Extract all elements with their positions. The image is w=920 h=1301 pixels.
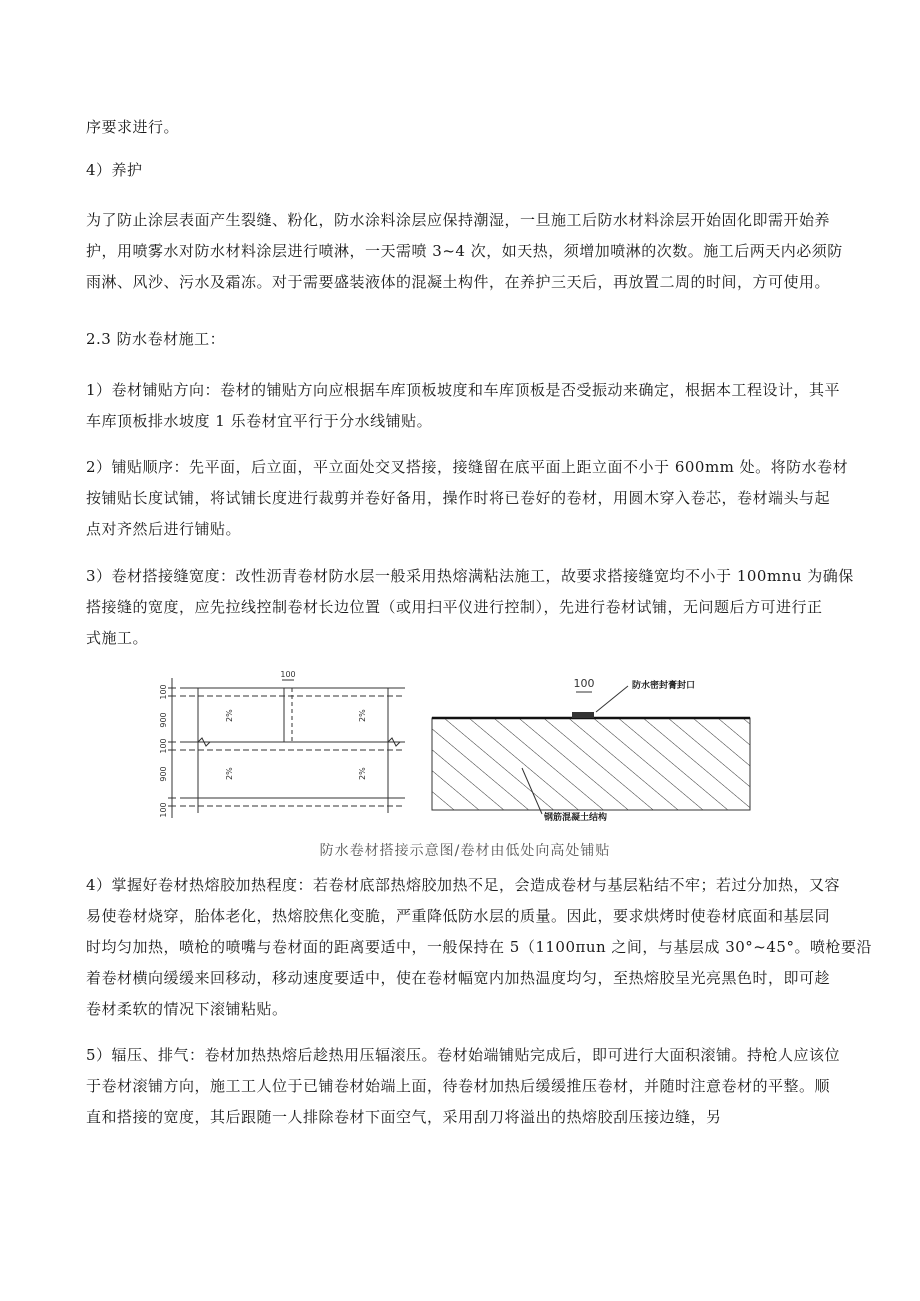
text-line: 直和搭接的宽度，其后跟随一人排除卷材下面空气，采用刮刀将溢出的热熔胶刮压接边缝，另	[86, 1108, 722, 1126]
seal-label: 防水密封膏封口	[632, 681, 696, 691]
text-line: 序要求进行。	[86, 118, 180, 136]
text-line: 5）辐压、排气：卷材加热热熔后趁热用压辐滚压。卷材始端铺贴完成后，即可进行大面积滚铺。持枪人应该位	[86, 1046, 841, 1064]
dim-label: 900	[159, 766, 168, 782]
paragraph-heating	[86, 870, 872, 1025]
text-line: 时均匀加热，喷枪的喷嘴与卷材面的距离要适中，一般保持在 5（1100πun 之间，与基层成 30°~45°。喷枪要沿	[86, 938, 872, 956]
dim-label: 900	[159, 712, 168, 728]
slope-label: 2%	[225, 767, 234, 780]
dim-label: 100	[159, 738, 168, 754]
figure-caption: 防水卷材搭接示意图/卷材由低处向高处铺贴	[319, 843, 611, 859]
section-heading-membrane	[86, 324, 838, 355]
text-line: 点对齐然后进行铺贴。	[86, 520, 242, 538]
text-line: 易使卷材烧穿，胎体老化，热熔胶焦化变脆，严重降低防水层的质量。因此，要求烘烤时使卷材底面和基层同	[86, 907, 831, 925]
text-line: 车库顶板排水坡度 1 乐卷材宜平行于分水线铺贴。	[86, 412, 433, 430]
text-line: 为了防止涂层表面产生裂缝、粉化，防水涂料涂层应保持潮湿，一旦施工后防水材料涂层开始固化即需开始养	[86, 211, 831, 229]
text-line: 于卷材滚铺方向，施工工人位于已铺卷材始端上面，待卷材加热后缓缓推压卷材，并随时注意卷材的平整。顺	[86, 1077, 831, 1095]
text-line: 2.3 防水卷材施工：	[86, 330, 226, 348]
section-view	[432, 677, 750, 823]
text-line: 3）卷材搭接缝宽度：改性沥青卷材防水层一般采用热熔满粘法施工，故要求搭接缝宽均不小于 100mnu 为确保	[86, 567, 854, 585]
paragraph-curing	[86, 205, 843, 298]
text-line: 护，用喷雾水对防水材料涂层进行喷淋，一天需喷 3~4 次，如天热，须增加喷淋的次数。施工后两天内必须防	[86, 242, 843, 260]
lap-joint-diagram	[160, 668, 770, 868]
text-line: 雨淋、风沙、污水及霜冻。对于需要盛装液体的混凝土构件，在养护三天后，再放置二周的时间，方可使用。	[86, 273, 831, 291]
text-line: 着卷材横向缓缓来回移动，移动速度要适中，使在卷材幅宽内加热温度均匀，至热熔胶呈光亮黑色时，即可趁	[86, 969, 831, 987]
text-line: 1）卷材铺贴方向：卷材的铺贴方向应根据车库顶板坡度和车库顶板是否受振动来确定，根据本工程设计，其平	[86, 381, 841, 399]
text-line: 4）掌握好卷材热熔胶加热程度：若卷材底部热熔胶加热不足，会造成卷材与基层粘结不牢；若过分加热，又容	[86, 876, 841, 894]
text-line: 卷材柔软的情况下滚铺粘贴。	[86, 1000, 288, 1018]
text-line: 4）养护	[86, 161, 143, 179]
slope-label: 2%	[225, 709, 234, 722]
text-line: 搭接缝的宽度，应先拉线控制卷材长边位置（或用扫平仪进行控制），先进行卷材试铺，无问题后方可进行正	[86, 598, 823, 616]
text-line: 按铺贴长度试铺，将试铺长度进行裁剪并卷好备用，操作时将已卷好的卷材，用圆木穿入卷芯，卷材端头与起	[86, 489, 831, 507]
concrete-label: 钢筋混凝土结构	[544, 813, 608, 823]
dim-label: 100	[159, 684, 168, 700]
plan-view	[159, 670, 405, 818]
heading-curing	[86, 155, 838, 186]
paragraph-order	[86, 452, 849, 545]
paragraph-direction	[86, 375, 841, 437]
text-line: 2）铺贴顺序：先平面，后立面，平立面处交叉搭接，接缝留在底平面上距立面不小于 600mm 处。将防水卷材	[86, 458, 849, 476]
paragraph-rolling	[86, 1040, 841, 1133]
slope-label: 2%	[358, 767, 367, 780]
dim-label: 100	[573, 677, 595, 690]
dim-label: 100	[159, 802, 168, 818]
slope-label: 2%	[358, 709, 367, 722]
text-line: 式施工。	[86, 629, 149, 647]
paragraph-lap-width	[86, 561, 854, 654]
dim-label: 100	[280, 670, 296, 679]
paragraph-continuation	[86, 112, 838, 143]
